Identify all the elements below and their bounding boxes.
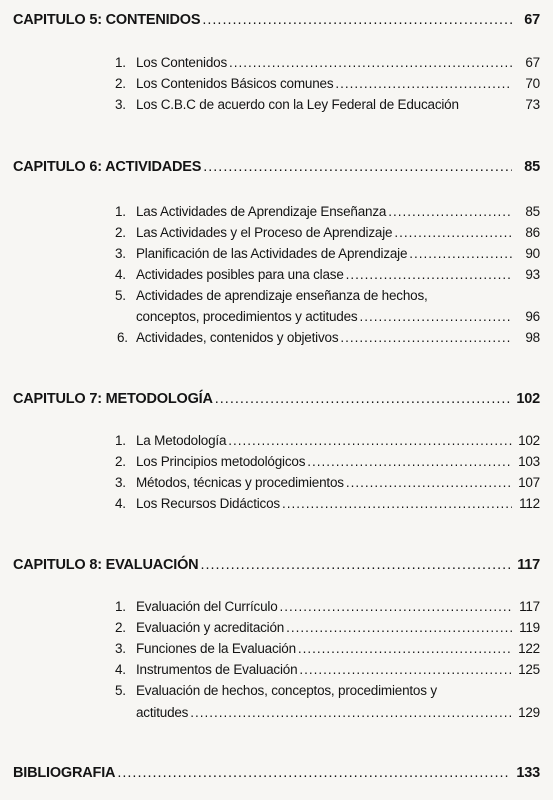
page-number: 117 — [519, 599, 540, 614]
page-number: 103 — [518, 454, 540, 469]
page-number: 85 — [525, 204, 540, 219]
page-number: 102 — [518, 433, 540, 448]
dot-leader — [282, 496, 512, 511]
dot-leader — [117, 765, 510, 781]
entry-number: 4. — [115, 267, 126, 282]
toc-entry — [115, 662, 540, 677]
page-number: 70 — [525, 76, 540, 91]
bibliography-heading — [13, 765, 540, 781]
page-number: 93 — [525, 267, 540, 282]
page-number: 96 — [525, 309, 540, 324]
page-number: 112 — [519, 496, 540, 511]
page-number: 119 — [519, 620, 540, 635]
page-number: 133 — [516, 765, 540, 781]
entry-title: Los Contenidos — [136, 55, 228, 70]
entry-title: Las Actividades y el Proceso de Aprendizaje — [136, 225, 393, 240]
toc-entry — [115, 55, 540, 70]
entry-title: Evaluación de hechos, conceptos, procedimientos y — [136, 683, 437, 698]
dot-leader — [215, 391, 511, 407]
entry-title: Métodos, técnicas y procedimientos — [136, 475, 344, 490]
toc-entry-continuation — [136, 705, 540, 720]
entry-title: Los Principios metodológicos — [136, 454, 306, 469]
entry-title: Los Recursos Didácticos — [136, 496, 280, 511]
page-number: 117 — [517, 557, 540, 573]
chapter-title: CAPITULO 8: EVALUACIÓN — [13, 557, 199, 573]
entry-title-continued: conceptos, procedimientos y actitudes — [136, 309, 358, 324]
entry-title: Las Actividades de Aprendizaje Enseñanza — [136, 204, 387, 219]
toc-entry — [115, 683, 437, 698]
toc-entry — [115, 599, 540, 614]
dot-leader — [202, 12, 512, 28]
toc-entry — [115, 454, 540, 469]
toc-entry — [115, 204, 540, 219]
entry-number: 4. — [115, 496, 126, 511]
dot-leader — [229, 55, 512, 70]
page-number: 67 — [525, 55, 540, 70]
entry-title: Los Contenidos Básicos comunes — [136, 76, 334, 91]
dot-leader — [190, 705, 512, 720]
entry-number: 6. — [117, 330, 128, 345]
entry-number: 2. — [115, 76, 126, 91]
toc-entry — [115, 475, 540, 490]
entry-title: Actividades de aprendizaje enseñanza de hechos, — [136, 288, 428, 303]
dot-leader — [388, 204, 512, 219]
entry-title: Evaluación y acreditación — [136, 620, 285, 635]
entry-number: 1. — [115, 599, 126, 614]
toc-entry — [115, 225, 540, 240]
chapter-heading — [13, 12, 540, 28]
dot-leader — [346, 475, 512, 490]
entry-title: La Metodología — [136, 433, 227, 448]
page-number: 73 — [525, 97, 540, 112]
entry-number: 3. — [115, 246, 126, 261]
entry-title: Actividades, contenidos y objetivos — [136, 330, 339, 345]
entry-title: Los C.B.C de acuerdo con la Ley Federal de Educación — [136, 97, 459, 112]
page-number: 107 — [518, 475, 540, 490]
chapter-title: CAPITULO 6: ACTIVIDADES — [13, 159, 202, 175]
entry-number: 1. — [115, 433, 126, 448]
entry-number: 3. — [115, 641, 126, 656]
bibliography-title: BIBLIOGRAFIA — [13, 765, 116, 781]
chapter-heading — [13, 557, 540, 573]
page-number: 102 — [516, 391, 540, 407]
chapter-title: CAPITULO 7: METODOLOGÍA — [13, 391, 213, 407]
chapter-heading — [13, 159, 540, 175]
toc-entry — [115, 288, 428, 303]
entry-number: 2. — [115, 620, 126, 635]
page-number: 67 — [524, 12, 540, 28]
entry-title-continued: actitudes — [136, 705, 189, 720]
toc-entry — [115, 496, 540, 511]
toc-entry — [115, 97, 540, 112]
dot-leader — [335, 76, 512, 91]
entry-number: 3. — [115, 475, 126, 490]
chapter-title: CAPITULO 5: CONTENIDOS — [13, 12, 201, 28]
toc-entry — [115, 246, 540, 261]
toc-entry — [115, 641, 540, 656]
entry-number: 5. — [115, 683, 126, 698]
entry-number: 3. — [115, 97, 126, 112]
entry-title: Evaluación del Currículo — [136, 599, 278, 614]
chapter-heading — [13, 391, 540, 407]
entry-title: Funciones de la Evaluación — [136, 641, 296, 656]
dot-leader — [340, 330, 512, 345]
dot-leader — [286, 620, 512, 635]
entry-number: 5. — [115, 288, 126, 303]
dot-leader — [299, 662, 512, 677]
entry-number: 4. — [115, 662, 126, 677]
page-number: 85 — [524, 159, 540, 175]
page-number: 86 — [525, 225, 540, 240]
dot-leader — [359, 309, 512, 324]
toc-entry-continuation — [136, 309, 540, 324]
dot-leader — [307, 454, 512, 469]
page-number: 122 — [518, 641, 540, 656]
entry-number: 2. — [115, 225, 126, 240]
dot-leader — [203, 159, 512, 175]
dot-leader — [394, 225, 512, 240]
entry-number: 1. — [115, 55, 126, 70]
entry-title: Planificación de las Actividades de Aprendizaje — [136, 246, 408, 261]
entry-number: 1. — [115, 204, 126, 219]
toc-entry — [115, 267, 540, 282]
entry-number: 2. — [115, 454, 126, 469]
dot-leader — [200, 557, 511, 573]
toc-entry — [115, 620, 540, 635]
toc-entry — [115, 76, 540, 91]
dot-leader — [346, 267, 512, 282]
dot-leader — [280, 599, 512, 614]
toc-entry — [115, 433, 540, 448]
toc-entry — [117, 330, 540, 345]
page-number: 90 — [525, 246, 540, 261]
dot-leader — [228, 433, 512, 448]
entry-title: Actividades posibles para una clase — [136, 267, 344, 282]
dot-leader — [409, 246, 512, 261]
page-number: 125 — [518, 662, 540, 677]
entry-title: Instrumentos de Evaluación — [136, 662, 298, 677]
page-number: 129 — [518, 705, 540, 720]
dot-leader — [298, 641, 512, 656]
page-number: 98 — [525, 330, 540, 345]
